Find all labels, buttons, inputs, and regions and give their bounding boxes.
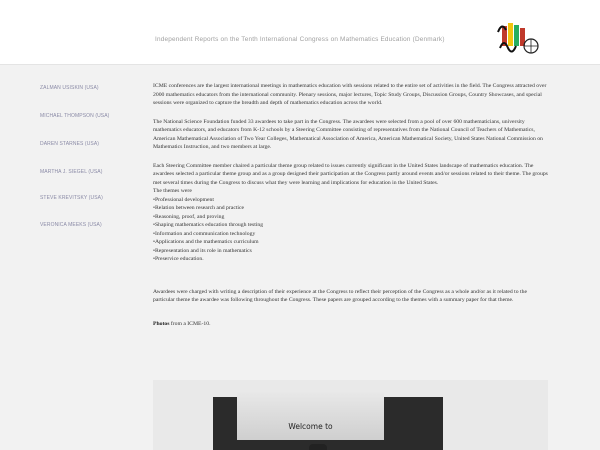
icme-logo-icon — [496, 20, 540, 56]
conference-photo — [153, 380, 548, 450]
sidebar-item-veronica-meeks[interactable]: VERONICA MEEKS (USA) — [40, 222, 102, 228]
main-content — [153, 82, 548, 328]
steering-paragraph: Each Steering Committee member chaired a particular theme group related to issues currently significant in the United States landscape of mathematics education. The awardees selected a particular theme group and as a group designed their participation at the Congress partly around events and/or sessions related to their theme. The groups met several times during the Congress to discuss what they were learning and implications for education in the United States. — [153, 162, 548, 186]
sidebar — [0, 65, 138, 450]
theme-item: • Preservice education. — [153, 255, 548, 264]
theme-item: • Applications and the mathematics curriculum — [153, 238, 548, 247]
theme-item: • Professional development — [153, 196, 548, 205]
funding-paragraph: The National Science Foundation funded 33 awardees to take part in the Congress. The awardees were selected from a pool of over 600 mathematicians, university mathematics educators, and educators from K-12 schools by a Steering Committee consisting of representatives from the National Council of Teachers of Mathematics, American Mathematical Association of Two Year Colleges, Mathematical Association of America, American Mathematical Society, United States National Commission on Mathematics Instruction, and two members at large. — [153, 118, 543, 150]
sidebar-item-steve-krevitsky[interactable]: STEVE KREVITSKY (USA) — [40, 195, 103, 201]
sidebar-item-michael-thompson[interactable]: MICHAEL THOMPSON (USA) — [40, 113, 110, 119]
sidebar-item-zalman-usiskin[interactable]: ZALMAN USISKIN (USA) — [40, 85, 99, 91]
projection-screen — [237, 392, 384, 440]
intro-paragraph: ICME conferences are the largest international meetings in mathematics education with sessions related to the entire set of activities in the field. The Congress attracted over 2000 mathematics educators from the international community. Plenary sessions, major lectures, Topic Study Groups, Discussion Groups, Country Showcases, and special sessions were organized to capture the breadth and depth of mathematics education across the world. — [153, 83, 547, 106]
theme-item: • Relation between research and practice — [153, 204, 548, 213]
sidebar-item-martha-siegel[interactable]: MARTHA J. SIEGEL (USA) — [40, 169, 103, 175]
theme-item: • Representation and its role in mathematics — [153, 247, 548, 256]
awardees-paragraph: Awardees were charged with writing a description of their experience at the Congress to reflect their perception of the Congress as a whole and/or as it related to the particular theme the awardee was following throughout the Congress. These papers are grouped according to the themes with a summary paper for that theme. — [153, 288, 527, 303]
welcome-sign-text: Welcome to — [288, 422, 333, 431]
photos-line — [153, 320, 548, 329]
sidebar-item-daren-starnes[interactable]: DAREN STARNES (USA) — [40, 141, 100, 147]
themes-intro: The themes were — [153, 188, 192, 194]
header — [0, 0, 600, 65]
themes-list — [153, 196, 548, 264]
theme-item: • Information and communication technology — [153, 230, 548, 239]
theme-item: • Shaping mathematics education through testing — [153, 221, 548, 230]
site-title: Independent Reports on the Tenth International Congress on Mathematics Education (Denmark) — [155, 36, 445, 43]
photo-detail — [309, 444, 327, 450]
photos-link[interactable]: Photos — [153, 320, 170, 327]
photos-text: from a ICME-10. — [169, 320, 211, 327]
theme-item: • Reasoning, proof, and proving — [153, 213, 548, 222]
